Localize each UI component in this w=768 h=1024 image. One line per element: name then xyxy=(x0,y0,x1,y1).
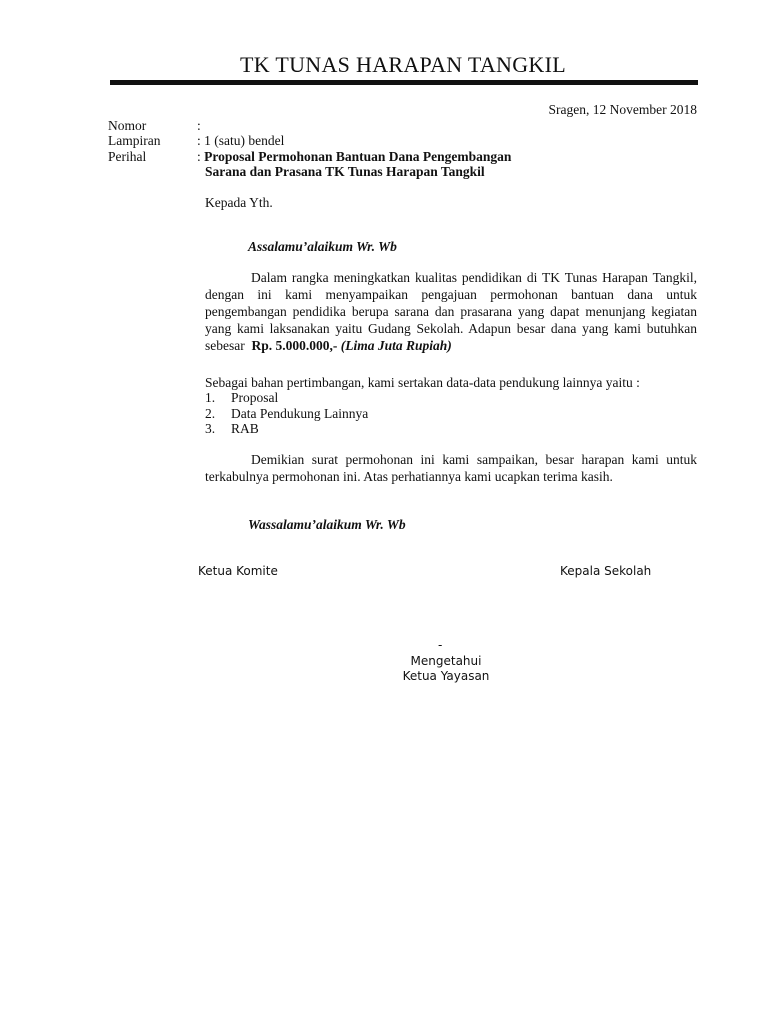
meta-value-nomor: : xyxy=(197,118,201,133)
paragraph-request xyxy=(205,269,697,354)
requested-amount: Rp. 5.000.000,- xyxy=(251,338,338,353)
meta-label-perihal: Perihal xyxy=(108,149,147,164)
perihal-subject-line1: Proposal Permohonan Bantuan Dana Pengembangan xyxy=(204,149,512,164)
requested-amount-words: (Lima Juta Rupiah) xyxy=(340,338,452,353)
perihal-colon: : xyxy=(197,149,205,164)
meta-label-nomor: Nomor xyxy=(108,118,147,133)
letterhead-title: TK TUNAS HARAPAN TANGKIL xyxy=(240,52,566,77)
paragraph-closing xyxy=(205,451,697,485)
supporting-list xyxy=(205,390,368,437)
meta-value-perihal xyxy=(197,149,511,165)
recipient: Kepada Yth. xyxy=(205,195,273,210)
opening-greeting: Assalamu’alaikum Wr. Wb xyxy=(248,239,397,254)
closing-greeting: Wassalamu’alaikum Wr. Wb xyxy=(248,517,406,532)
list-item: 1. Proposal xyxy=(205,390,279,405)
paragraph-request-text: Dalam rangka meningkatkan kualitas pendidikan di TK Tunas Harapan Tangkil, dengan ini kami menyampaikan pengajuan permohonan bantuan dana untuk pengembangan pendidika berupa sarana dan prasarana yang dapat menunjang kegiatan yang kami laksanakan yaitu Gudang Sekolah. Adapun besar dana yang kami butuhkan sebesar xyxy=(205,270,697,353)
list-item: 2. Data Pendukung Lainnya xyxy=(205,405,369,421)
letterhead-rule xyxy=(110,80,698,85)
meta-value-lampiran: : 1 (satu) bendel xyxy=(197,133,285,148)
signature-mengetahui: Mengetahui xyxy=(410,654,482,668)
list-item: 3. RAB xyxy=(205,421,259,436)
signature-kepala-sekolah: Kepala Sekolah xyxy=(560,564,652,578)
meta-label-lampiran: Lampiran xyxy=(108,133,161,148)
signature-ketua-yayasan: Ketua Yayasan xyxy=(402,669,490,683)
supporting-intro: Sebagai bahan pertimbangan, kami sertakan data-data pendukung lainnya yaitu : xyxy=(205,375,640,390)
signature-dash: - xyxy=(438,638,443,652)
perihal-subject-line2: Sarana dan Prasana TK Tunas Harapan Tangkil xyxy=(205,164,485,179)
paragraph-closing-text: Demikian surat permohonan ini kami sampaikan, besar harapan kami untuk terkabulnya permohonan ini. Atas perhatiannya kami ucapkan terima kasih. xyxy=(205,452,697,484)
signature-ketua-komite: Ketua Komite xyxy=(198,564,278,578)
letter-date: Sragen, 12 November 2018 xyxy=(548,102,697,117)
